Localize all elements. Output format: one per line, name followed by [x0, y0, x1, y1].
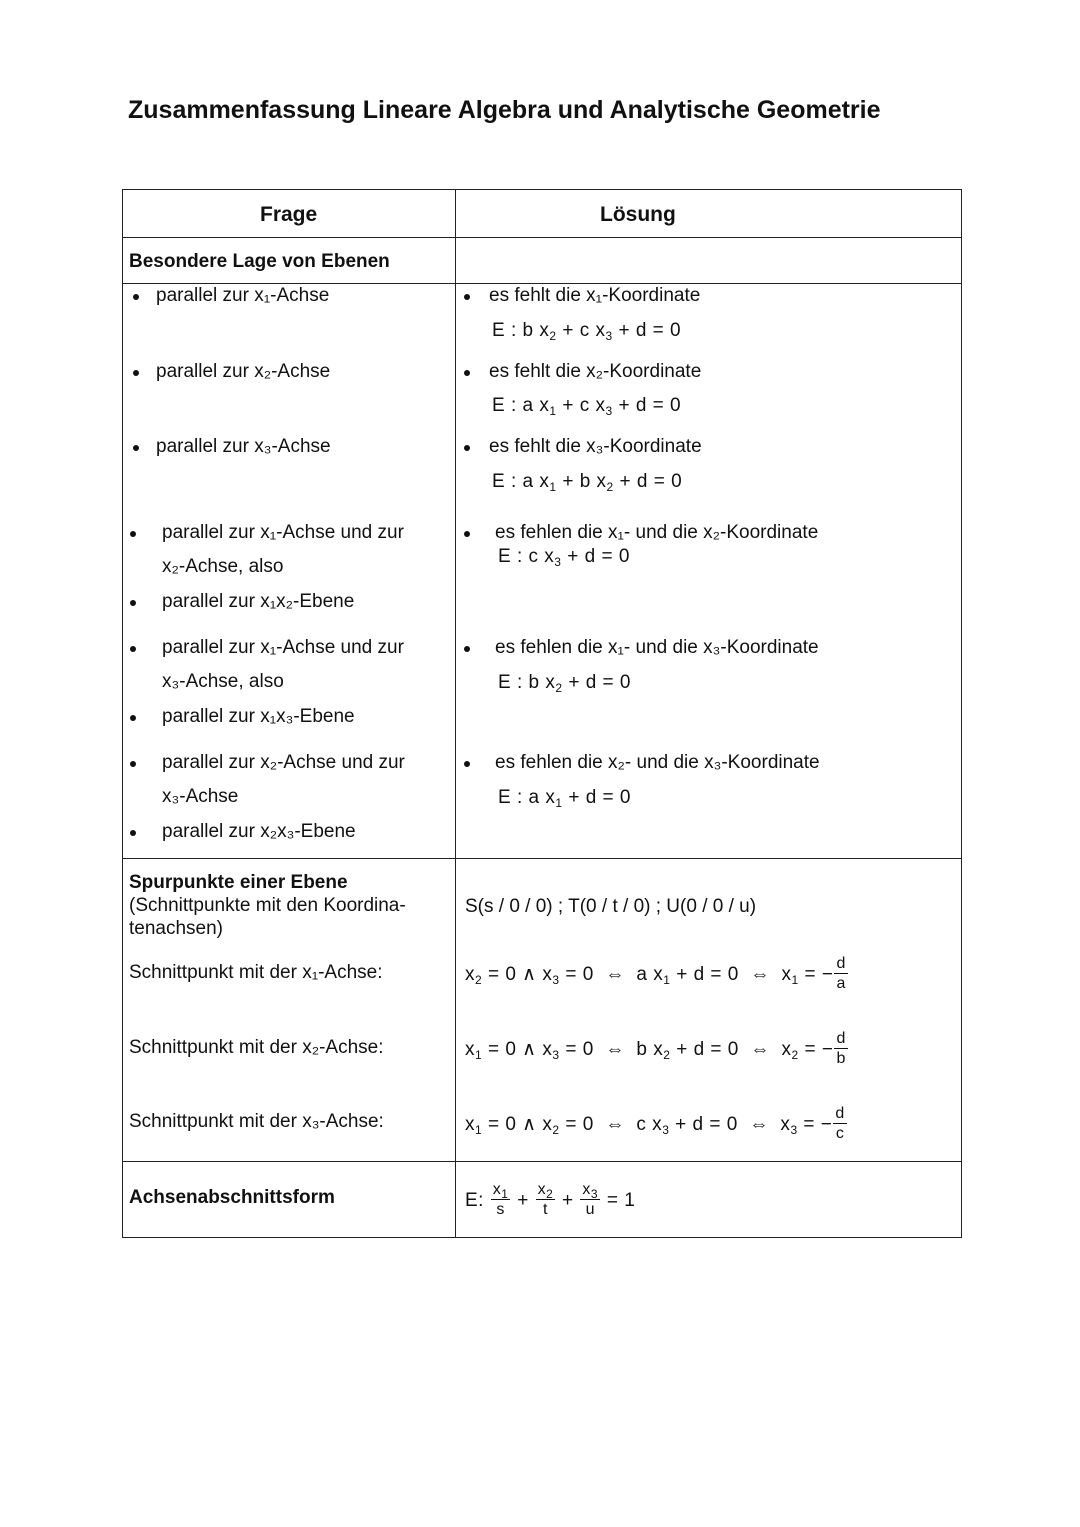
left-item: Schnittpunkt mit der x₃-Achse: [129, 1111, 384, 1132]
formula: E : b $x_2 + c$ $x_3 + d = 0$ [492, 320, 682, 343]
row-divider [123, 283, 961, 284]
row-divider [123, 858, 961, 859]
left-item: x₃-Achse, also [162, 671, 284, 692]
right-item: es fehlt die x₁-Koordinate [489, 285, 701, 306]
right-item: es fehlt die x₃-Koordinate [489, 436, 702, 457]
column-divider [455, 190, 456, 1237]
left-item: Schnittpunkt mit der x₂-Achse: [129, 1037, 384, 1058]
left-item: x₃-Achse [162, 786, 239, 807]
formula: E : c $x_3 + d = 0$ [498, 546, 630, 569]
formula: E : a $x_1 + b$ $x_2 + d = 0$ [492, 471, 683, 494]
section-title-lage: Besondere Lage von Ebenen [129, 251, 390, 272]
bullet [130, 600, 136, 606]
bullet [130, 715, 136, 721]
section-subtitle: (Schnittpunkte mit den Koordina- [129, 895, 406, 916]
formula-x1-intercept: $x_2 = 0$ ∧ $x_3 = 0$ ⇔ a $x_1 + d = 0$ ⇔ $x_1$ = − $\frac{d}{a}$ [465, 955, 846, 993]
section-subtitle: tenachsen) [129, 918, 224, 939]
bullet [464, 761, 470, 767]
bullet [464, 646, 470, 652]
bullet [130, 761, 136, 767]
bullet [464, 445, 470, 451]
left-item: parallel zur x₃-Achse [156, 436, 331, 457]
left-item: parallel zur x₁x₃-Ebene [162, 706, 355, 727]
bullet [133, 370, 139, 376]
left-item: parallel zur x₂x₃-Ebene [162, 821, 356, 842]
formula-x2-intercept: $x_1 = 0$ ∧ $x_3 = 0$ ⇔ b $x_2 + d = 0$ ⇔ $x_2$ = − $\frac{d}{b}$ [465, 1030, 846, 1068]
left-item: parallel zur x₁-Achse und zur [162, 522, 404, 543]
bullet [130, 830, 136, 836]
right-item: es fehlen die x₁- und die x₃-Koordinate [495, 637, 819, 658]
left-item: parallel zur x₁-Achse [156, 285, 330, 306]
formula-x3-intercept: $x_1 = 0$ ∧ $x_2 = 0$ ⇔ c $x_3 + d = 0$ ⇔ $x_3$ = − $\frac{d}{c}$ [465, 1105, 845, 1143]
row-divider [123, 237, 961, 238]
section-title-achsenabschnitt: Achsenabschnittsform [129, 1187, 335, 1208]
bullet [464, 370, 470, 376]
bullet [464, 531, 470, 537]
bullet [464, 294, 470, 300]
trace-points: S(s / 0 / 0) ; T(0 / t / 0) ; U(0 / 0 / u) [465, 896, 757, 917]
formula: E : b $x_2 + d = 0$ [498, 672, 631, 695]
page-title: Zusammenfassung Lineare Algebra und Analytische Geometrie [128, 96, 881, 124]
row-divider [123, 1161, 961, 1162]
bullet [133, 445, 139, 451]
bullet [130, 531, 136, 537]
header-frage: Frage [260, 203, 318, 226]
right-item: es fehlen die x₂- und die x₃-Koordinate [495, 752, 820, 773]
right-item: es fehlt die x₂-Koordinate [489, 361, 702, 382]
left-item: x₂-Achse, also [162, 556, 284, 577]
left-item: parallel zur x₁-Achse und zur [162, 637, 404, 658]
left-item: parallel zur x₂-Achse [156, 361, 331, 382]
formula-intercept-form: E: $\frac{x_1}{s}$ + $\frac{x_2}{t}$ + $\frac{x_3}{u}$ = 1 [465, 1181, 636, 1219]
formula: E : a $x_1 + c$ $x_3 + d = 0$ [492, 395, 682, 418]
header-loesung: Lösung [600, 203, 676, 226]
bullet [130, 646, 136, 652]
left-item: parallel zur x₂-Achse und zur [162, 752, 405, 773]
bullet [133, 294, 139, 300]
formula: E : a $x_1 + d = 0$ [498, 787, 631, 810]
section-title-spurpunkte: Spurpunkte einer Ebene [129, 872, 348, 893]
right-item: es fehlen die x₁- und die x₂-Koordinate [495, 522, 819, 543]
left-item: Schnittpunkt mit der x₁-Achse: [129, 962, 383, 983]
left-item: parallel zur x₁x₂-Ebene [162, 591, 355, 612]
summary-table [122, 189, 962, 1238]
